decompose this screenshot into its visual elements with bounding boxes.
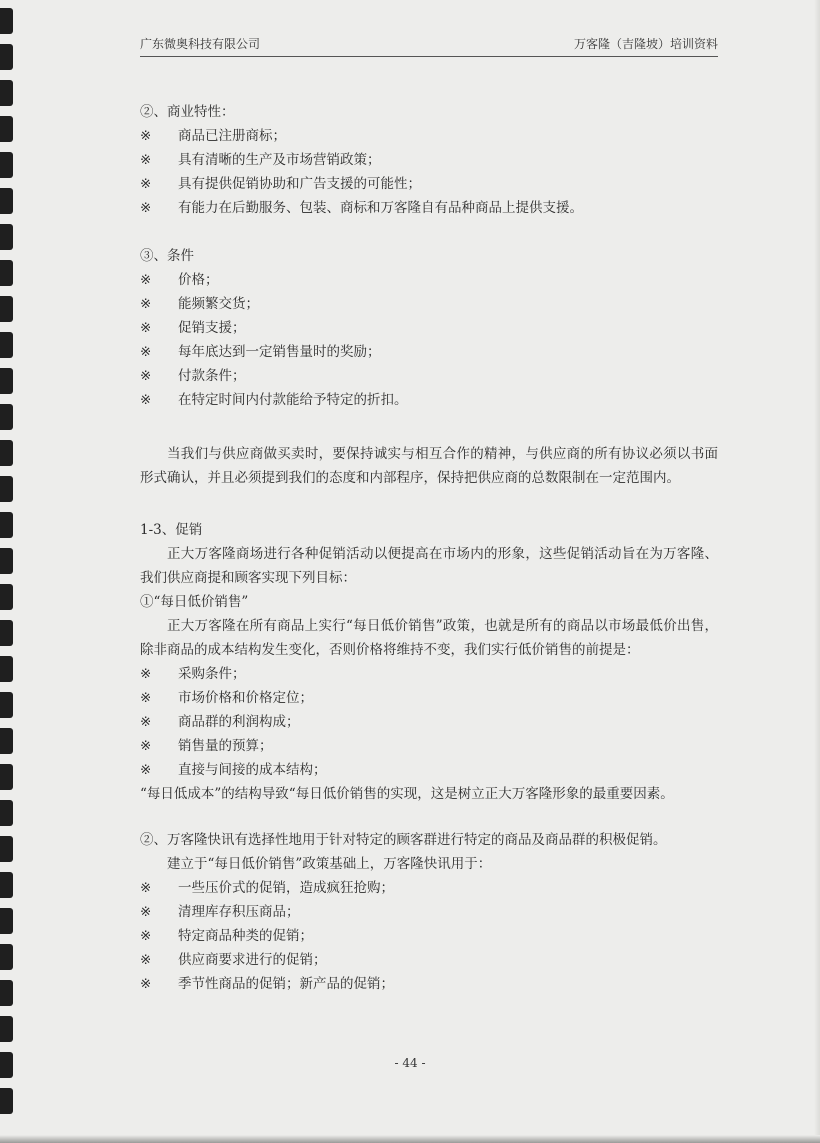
- list-item-text: 销售量的预算；: [178, 738, 273, 754]
- commercial-heading: ②、商业特性：: [140, 104, 235, 120]
- list-item-text: 每年底达到一定销售量时的奖励；: [178, 344, 381, 360]
- commercial-list: [140, 124, 718, 220]
- list-item-text: 付款条件；: [178, 368, 246, 384]
- list-item: [140, 662, 718, 686]
- bullet-mark: ※: [140, 128, 152, 144]
- list-item-text: 能频繁交货；: [178, 296, 259, 312]
- page-header: [140, 34, 718, 57]
- list-item-text: 商品群的利润构成；: [178, 714, 300, 730]
- list-item-text: 直接与间接的成本结构；: [178, 762, 327, 778]
- list-item-text: 季节性商品的促销；新产品的促销；: [178, 976, 394, 992]
- conditions-list: [140, 268, 718, 412]
- bullet-mark: ※: [140, 152, 152, 168]
- bullet-mark: ※: [140, 666, 152, 682]
- bullet-mark: ※: [140, 738, 152, 754]
- list-item-text: 价格；: [178, 272, 219, 288]
- list-item-text: 促销支援；: [178, 320, 246, 336]
- list-item: [140, 876, 718, 900]
- bullet-mark: ※: [140, 272, 152, 288]
- list-item: [140, 686, 718, 710]
- page-number: - 44 -: [394, 1056, 426, 1070]
- page-bottom-shadow: [0, 1135, 820, 1143]
- list-item-text: 有能力在后勤服务、包装、商标和万客隆自有品种商品上提供支援。: [178, 200, 583, 216]
- bullet-mark: ※: [140, 344, 152, 360]
- list-item: [140, 316, 718, 340]
- list-item-text: 供应商要求进行的促销；: [178, 952, 327, 968]
- bullet-mark: ※: [140, 928, 152, 944]
- list-item: [140, 734, 718, 758]
- bullet-mark: ※: [140, 320, 152, 336]
- bullet-mark: ※: [140, 976, 152, 992]
- everyday-low-cost-conclusion: “每日低成本”的结构导致“每日低价销售的实现，这是树立正大万客隆形象的最重要因素。: [140, 786, 674, 802]
- list-item: [140, 148, 718, 172]
- bullet-mark: ※: [140, 200, 152, 216]
- list-item-text: 具有提供促销协助和广告支援的可能性；: [178, 176, 421, 192]
- header-doc-title: 万客隆（吉隆坡）培训资料: [573, 37, 718, 51]
- list-item: [140, 972, 718, 996]
- bullet-mark: ※: [140, 762, 152, 778]
- list-item-text: 清理库存积压商品；: [178, 904, 300, 920]
- everyday-low-price-heading: ①“每日低价销售”: [140, 594, 249, 610]
- flyer-heading: ②、万客隆快讯有选择性地用于针对特定的顾客群进行特定的商品及商品群的积极促销。: [140, 832, 667, 848]
- list-item-text: 采购条件；: [178, 666, 246, 682]
- bullet-mark: ※: [140, 880, 152, 896]
- list-item: [140, 924, 718, 948]
- list-item: [140, 900, 718, 924]
- bullet-mark: ※: [140, 690, 152, 706]
- promotion-intro: 正大万客隆商场进行各种促销活动以便提高在市场内的形象，这些促销活动旨在为万客隆、我们供应商提和顾客实现下列目标：: [140, 546, 718, 586]
- header-company: 广东微奥科技有限公司: [140, 37, 261, 51]
- supplier-paragraph: 当我们与供应商做买卖时，要保持诚实与相互合作的精神，与供应商的所有协议必须以书面形式确认，并且必须提到我们的态度和内部程序，保持把供应商的总数限制在一定范围内。: [140, 446, 718, 486]
- list-item: [140, 172, 718, 196]
- bullet-mark: ※: [140, 904, 152, 920]
- bullet-mark: ※: [140, 952, 152, 968]
- list-item-text: 市场价格和价格定位；: [178, 690, 313, 706]
- bullet-mark: ※: [140, 392, 152, 408]
- list-item-text: 一些压价式的促销，造成疯狂抢购；: [178, 880, 394, 896]
- list-item-text: 在特定时间内付款能给予特定的折扣。: [178, 392, 408, 408]
- flyer-text: 建立于“每日低价销售”政策基础上，万客隆快讯用于：: [167, 856, 492, 872]
- list-item-text: 具有清晰的生产及市场营销政策；: [178, 152, 381, 168]
- list-item: [140, 124, 718, 148]
- list-item: [140, 388, 718, 412]
- bullet-mark: ※: [140, 714, 152, 730]
- list-item: [140, 364, 718, 388]
- promotion-heading: 1-3、促销: [140, 522, 203, 538]
- low-price-premises-list: [140, 662, 718, 782]
- list-item: [140, 268, 718, 292]
- page-edge-shadow: [814, 0, 820, 1143]
- list-item: [140, 758, 718, 782]
- bullet-mark: ※: [140, 176, 152, 192]
- list-item: [140, 196, 718, 220]
- conditions-heading: ③、条件: [140, 248, 194, 264]
- list-item: [140, 710, 718, 734]
- bullet-mark: ※: [140, 368, 152, 384]
- binding-holes: [0, 0, 18, 1143]
- bullet-mark: ※: [140, 296, 152, 312]
- everyday-low-price-text: 正大万客隆在所有商品上实行“每日低价销售”政策，也就是所有的商品以市场最低价出售，除非商品的成本结构发生变化，否则价格将维持不变，我们实行低价销售的前提是：: [140, 618, 718, 658]
- flyer-uses-list: [140, 876, 718, 996]
- list-item: [140, 340, 718, 364]
- list-item-text: 商品已注册商标；: [178, 128, 286, 144]
- list-item: [140, 948, 718, 972]
- list-item-text: 特定商品种类的促销；: [178, 928, 313, 944]
- page-content: [140, 100, 718, 996]
- list-item: [140, 292, 718, 316]
